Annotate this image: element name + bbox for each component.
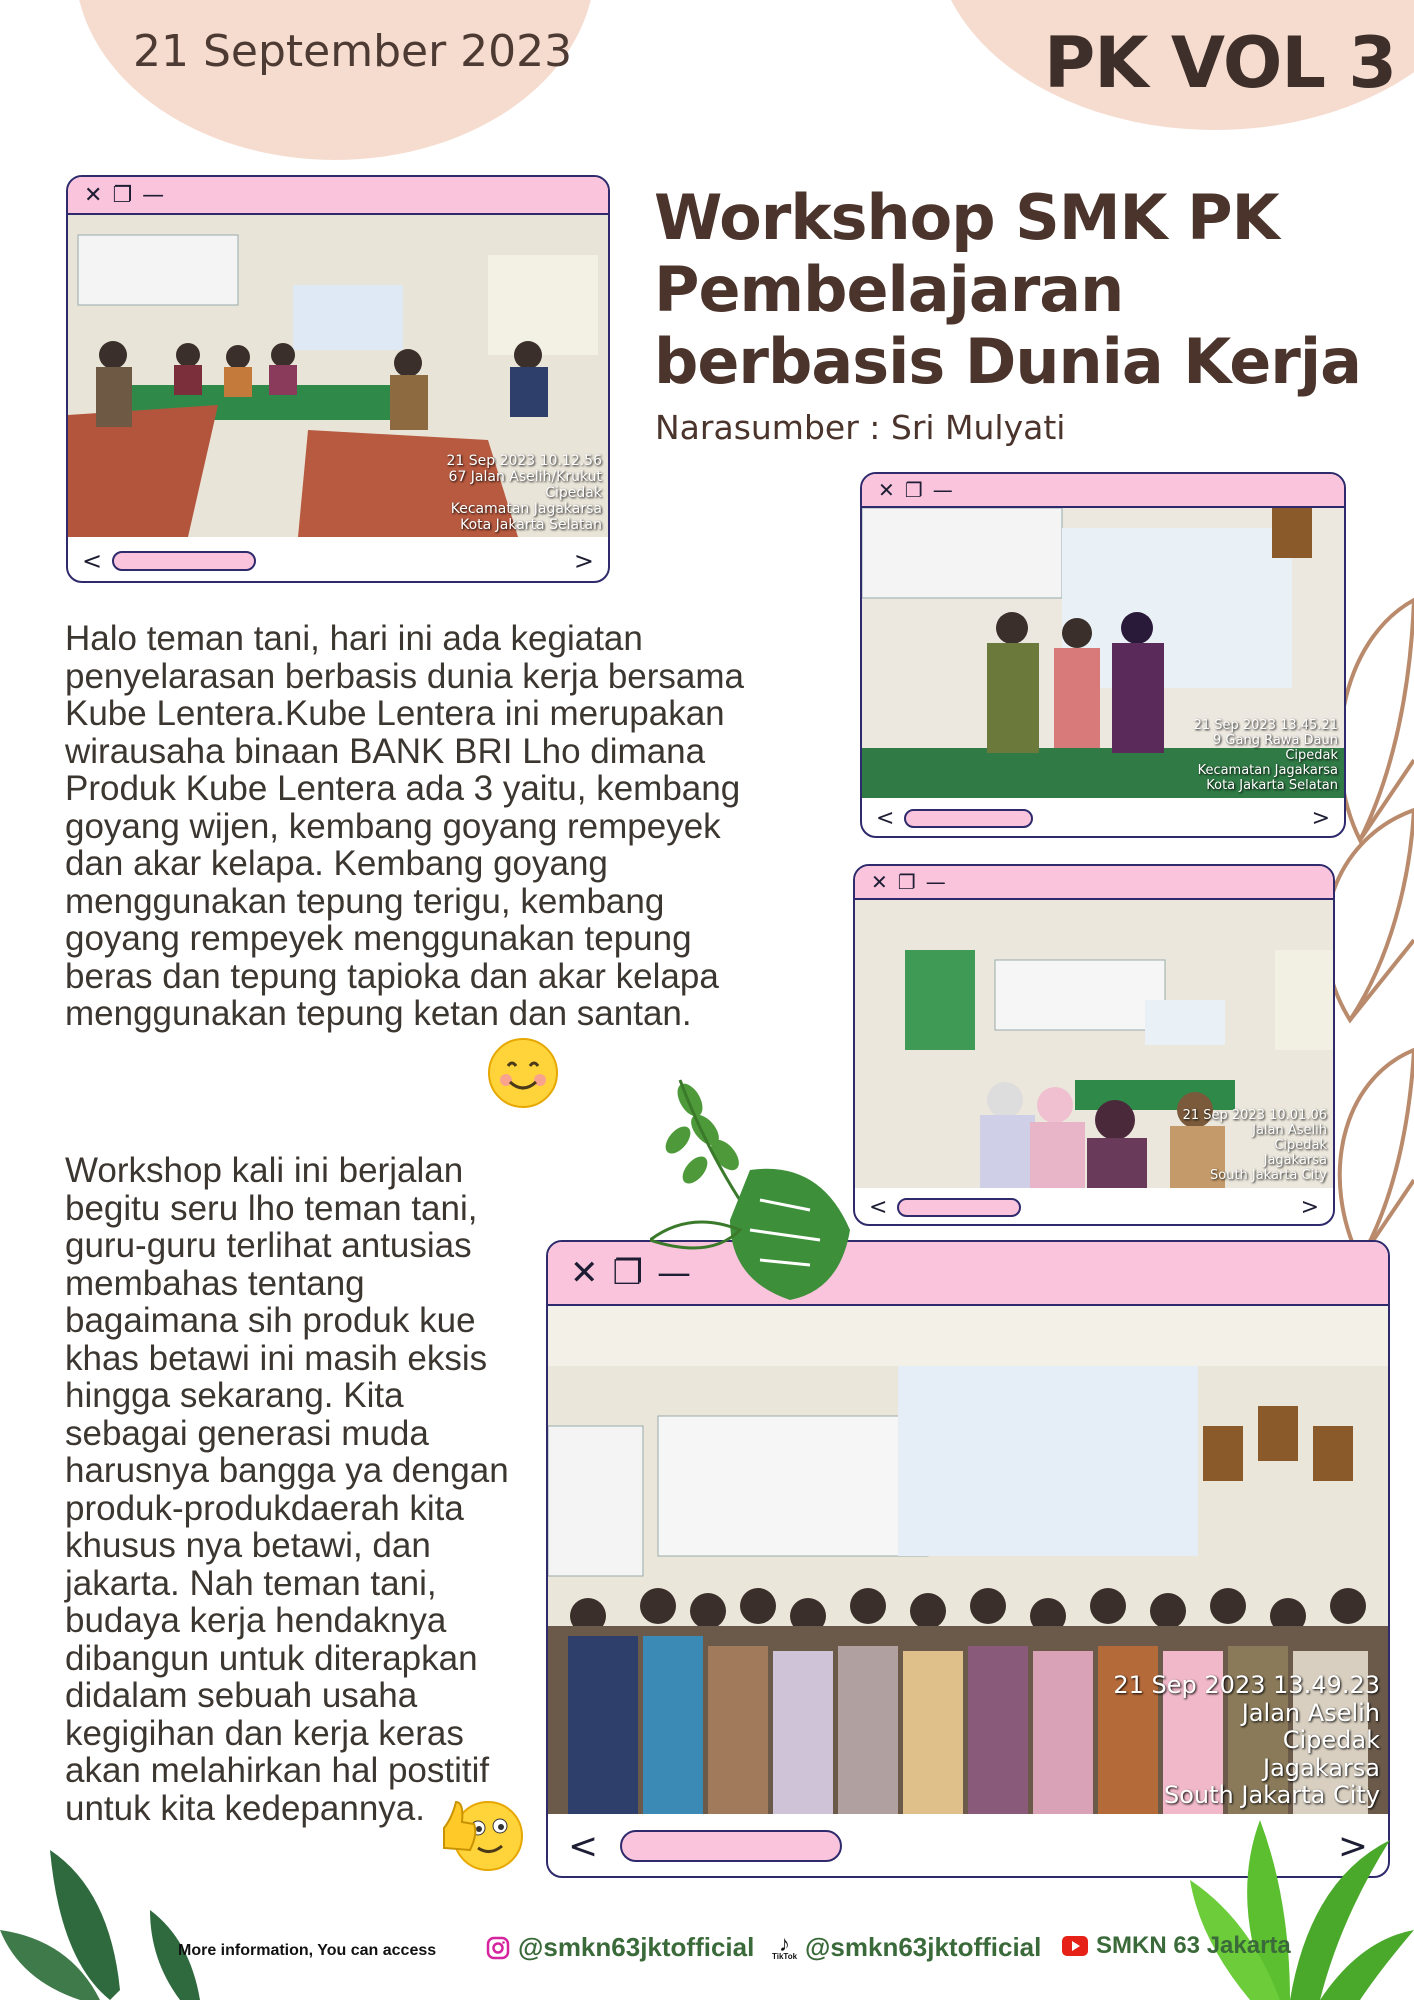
photo-timestamp: 21 Sep 2023 13.49.23 Jalan Aselih Cipedak Jagakarsa South Jakarta City bbox=[1113, 1671, 1380, 1810]
paragraph-workshop: Workshop kali ini berjalan begitu seru lho teman tani, guru-guru terlihat antusias membahas tentang bagaimana sih produk kue khas betawi ini masih eksis hingga sekarang. Kita sebagai generasi muda harusnya bangga ya dengan produk-produkdaerah kita khusus nya betawi, dan jakarta. Nah teman tani, budaya kerja hendaknya dibangun untuk diterapkan didalam sebuah usaha kegigihan dan kerja keras akan melahirkan hal postitif untuk kita kedepannya. bbox=[65, 1151, 509, 1828]
restore-icon[interactable]: ❐ bbox=[897, 870, 916, 894]
scroll-thumb[interactable] bbox=[112, 551, 256, 571]
close-icon[interactable]: ✕ bbox=[878, 478, 895, 502]
window-titlebar bbox=[855, 866, 1333, 900]
photo-window-2 bbox=[860, 472, 1346, 838]
photo-timestamp: 21 Sep 2023 10.01.06 Jalan Aselih Cipedak Jagakarsa South Jakarta City bbox=[1182, 1108, 1327, 1184]
smile-emoji-icon bbox=[486, 1036, 560, 1110]
scroll-thumb[interactable] bbox=[620, 1830, 842, 1862]
window-scrollbar[interactable] bbox=[68, 541, 608, 581]
instagram-handle: @smkn63jktofficial bbox=[518, 1932, 755, 1962]
close-icon[interactable]: ✕ bbox=[84, 182, 103, 208]
next-arrow-icon[interactable]: > bbox=[1300, 1194, 1319, 1220]
prev-arrow-icon[interactable]: < bbox=[568, 1825, 599, 1867]
volume-label: PK VOL 3 bbox=[1044, 22, 1397, 104]
workshop-group-photo bbox=[548, 1306, 1388, 1814]
workshop-photo-2 bbox=[862, 508, 1344, 798]
workshop-photo-1 bbox=[68, 215, 608, 537]
youtube-icon bbox=[1062, 1936, 1088, 1956]
photo-window-3 bbox=[853, 864, 1335, 1226]
social-footer bbox=[0, 1930, 1414, 1970]
speaker-line: Narasumber : Sri Mulyati bbox=[655, 408, 1066, 447]
thumbs-up-emoji-icon bbox=[438, 1788, 526, 1874]
minimize-icon[interactable]: — bbox=[656, 1253, 691, 1293]
window-scrollbar[interactable] bbox=[855, 1190, 1333, 1224]
header-blob-left bbox=[75, 0, 595, 160]
window-scrollbar[interactable] bbox=[862, 800, 1344, 836]
photo-timestamp: 21 Sep 2023 10.12.56 67 Jalan Aselih/Krukut Cipedak Kecamatan Jagakarsa Kota Jakarta Selatan bbox=[446, 452, 602, 533]
prev-arrow-icon[interactable]: < bbox=[82, 547, 103, 575]
instagram-icon bbox=[486, 1936, 510, 1960]
tiktok-handle: @smkn63jktofficial bbox=[805, 1932, 1042, 1962]
issue-date: 21 September 2023 bbox=[133, 26, 573, 77]
monstera-leaf-icon bbox=[650, 1070, 880, 1310]
restore-icon[interactable]: ❐ bbox=[612, 1253, 643, 1293]
minimize-icon[interactable]: — bbox=[932, 478, 953, 502]
next-arrow-icon[interactable]: > bbox=[1311, 805, 1330, 831]
scroll-thumb[interactable] bbox=[897, 1198, 1021, 1217]
photo-window-4 bbox=[546, 1240, 1390, 1878]
close-icon[interactable]: ✕ bbox=[570, 1253, 599, 1293]
youtube-link[interactable] bbox=[1062, 1932, 1291, 1960]
minimize-icon[interactable]: — bbox=[925, 870, 946, 894]
next-arrow-icon[interactable]: > bbox=[573, 547, 594, 575]
prev-arrow-icon[interactable]: < bbox=[869, 1194, 888, 1220]
photo-timestamp: 21 Sep 2023 13.45.21 9 Gang Rawa Daun Cipedak Kecamatan Jagakarsa Kota Jakarta Selatan bbox=[1193, 718, 1338, 794]
youtube-channel: SMKN 63 Jakarta bbox=[1096, 1932, 1291, 1959]
window-titlebar bbox=[862, 474, 1344, 508]
tiktok-caption: TikTok bbox=[772, 1951, 798, 1961]
tiktok-link[interactable] bbox=[772, 1932, 1041, 1963]
scroll-thumb[interactable] bbox=[904, 809, 1033, 828]
paragraph-intro: Halo teman tani, hari ini ada kegiatan penyelarasan berbasis dunia kerja bersama Kube Lentera.Kube Lentera ini merupakan wirausaha binaan BANK BRI Lho dimana Produk Kube Lentera ada 3 yaitu, kembang goyang wijen, kembang goyang rempeyek dan akar kelapa. Kembang goyang menggunakan tepung terigu, kembang goyang rempeyek menggunakan tepung beras dan tepung tapioka dan akar kelapa menggunakan tepung ketan dan santan. bbox=[65, 619, 745, 1033]
restore-icon[interactable]: ❐ bbox=[112, 182, 133, 208]
workshop-photo-3 bbox=[855, 900, 1333, 1188]
instagram-link[interactable] bbox=[486, 1932, 754, 1963]
close-icon[interactable]: ✕ bbox=[871, 870, 888, 894]
palm-leaf-icon bbox=[1190, 1820, 1414, 2000]
fern-leaf-icon bbox=[0, 1850, 250, 2000]
minimize-icon[interactable]: — bbox=[142, 182, 165, 208]
article-title: Workshop SMK PK Pembelajaran berbasis Dunia Kerja bbox=[654, 181, 1361, 398]
next-arrow-icon[interactable]: > bbox=[1337, 1825, 1368, 1867]
photo-window-1 bbox=[66, 175, 610, 583]
restore-icon[interactable]: ❐ bbox=[904, 478, 923, 502]
more-info-label: More information, You can access bbox=[178, 1942, 437, 1959]
tiktok-icon: ♪ TikTok bbox=[772, 1930, 798, 1961]
prev-arrow-icon[interactable]: < bbox=[876, 805, 895, 831]
window-titlebar bbox=[68, 177, 608, 215]
